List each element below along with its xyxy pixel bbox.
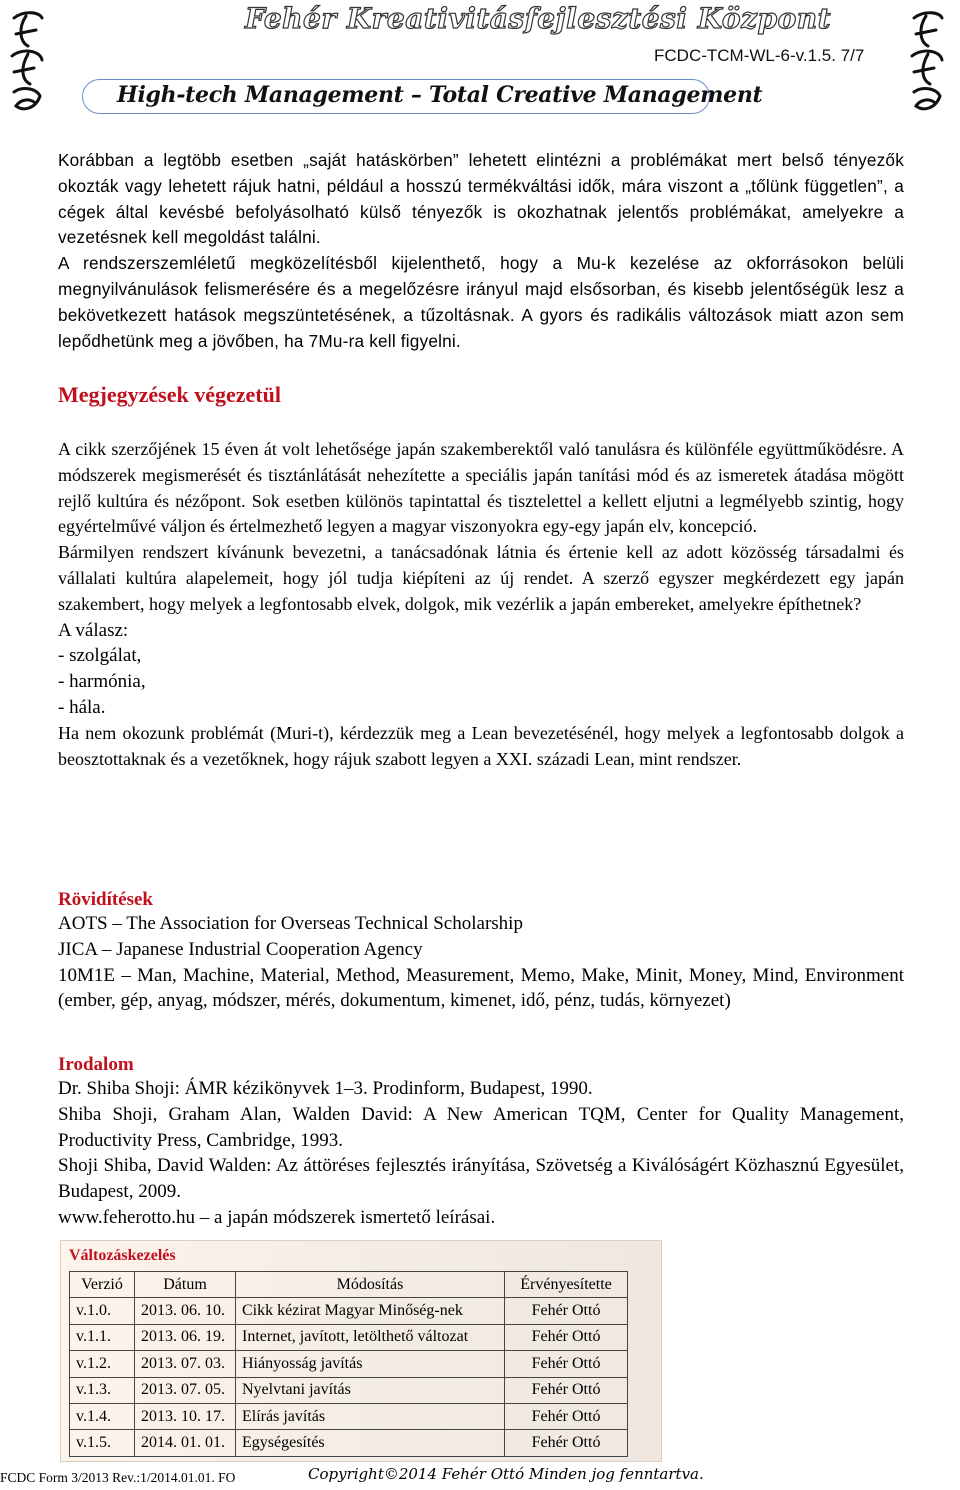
column-header: Verzió (70, 1272, 135, 1298)
table-cell: 2013. 06. 10. (135, 1298, 236, 1324)
table-cell: Hiányosság javítás (236, 1351, 505, 1377)
table-cell: Nyelvtani javítás (236, 1377, 505, 1403)
literature-section (58, 1054, 904, 1231)
notes-body (58, 437, 904, 772)
intro-paragraph-2: A rendszerszemléletű megközelítésből kijelenthető, hogy a Mu-k kezelése az okforrásokon belüli megnyilvánulások felismerésére és a megelőzésre irányul majd elsősorban, és kisebb jelentőségük lesz a bekövetkezett hatások megszüntetésének, a tűzoltásnak. A gyors és radikális változások miatt azon sem lepődhetünk meg a jövőben, ha 7Mu-ra kell figyelni. (58, 253, 904, 351)
table-row (70, 1430, 628, 1456)
table-cell: 2013. 07. 03. (135, 1351, 236, 1377)
table-cell: 2013. 07. 05. (135, 1377, 236, 1403)
table-cell: Fehér Ottó (505, 1430, 628, 1456)
table-cell: 2013. 10. 17. (135, 1403, 236, 1429)
banner-text: High-tech Management – Total Creative Management (117, 82, 763, 108)
answer-item: - hála. (58, 696, 106, 718)
table-row (70, 1324, 628, 1350)
notes-section (58, 382, 904, 408)
table-cell: Fehér Ottó (505, 1324, 628, 1350)
fcdc-monogram-icon (906, 8, 948, 120)
literature-heading: Irodalom (58, 1054, 134, 1075)
table-cell: Fehér Ottó (505, 1298, 628, 1324)
abbreviations-heading: Rövidítések (58, 889, 153, 910)
notes-paragraph-3: Ha nem okozunk problémát (Muri-t), kérdezzük meg a Lean bevezetésénél, hogy melyek a legfontosabb dolgok a beosztottaknak és a vezetőknek, hogy rájuk szabott legyen a XXI. századi Lean, mint rendszer. (58, 722, 904, 769)
footer-form-id: FCDC Form 3/2013 Rev.:1/2014.01.01. FO (0, 1470, 236, 1485)
notes-heading: Megjegyzések végezetül (58, 382, 281, 407)
table-cell: Fehér Ottó (505, 1351, 628, 1377)
table-cell: v.1.4. (70, 1403, 135, 1429)
intro-section (58, 148, 904, 354)
table-cell: Internet, javított, letölthető változat (236, 1324, 505, 1350)
table-cell: v.1.3. (70, 1377, 135, 1403)
table-row (70, 1351, 628, 1377)
column-header: Dátum (135, 1272, 236, 1298)
notes-paragraph-1: A cikk szerzőjének 15 éven át volt lehetősége japán szakemberektől való tanulásra és különféle együttműködésre. A módszerek megismerését és tisztánlátását nehezítette a speciális japán tanítási mód és az ismeretek átadása mögött rejlő kultúra és nézőpont. Sok esetben különös tapintattal és tisztelettel a kellett eljutni a legmélyebb szintig, hogy egyértelművé váljon és értelmezhető legyen a magyar viszonyokra egy-egy japán elv, koncepció. (58, 439, 904, 537)
table-cell: Cikk kézirat Magyar Minőség-nek (236, 1298, 505, 1324)
abbreviation-item: AOTS – The Association for Overseas Technical Scholarship (58, 913, 523, 934)
abbreviation-item: 10M1E – Man, Machine, Material, Method, Measurement, Memo, Make, Minit, Money, Mind, Environment (ember, gép, anyag, módszer, mérés, dokumentum, kimenet, idő, pénz, tudás, környezet) (58, 964, 904, 1012)
abbreviation-item: JICA – Japanese Industrial Cooperation Agency (58, 938, 423, 960)
literature-item: Dr. Shiba Shoji: ÁMR kézikönyvek 1–3. Prodinform, Budapest, 1990. (58, 1078, 593, 1099)
table-cell: Egységesítés (236, 1430, 505, 1456)
answer-item: - szolgálat, (58, 645, 142, 667)
table-cell: Fehér Ottó (505, 1403, 628, 1429)
logo-right (906, 8, 948, 118)
footer-copyright: Copyright©2014 Fehér Ottó Minden jog fenntartva. (308, 1465, 704, 1483)
table-cell: Fehér Ottó (505, 1377, 628, 1403)
notes-paragraph-2: Bármilyen rendszert kívánunk bevezetni, a tanácsadónak látnia és értenie kell az adott közösség társadalmi és vállalati kultúra alapelemeit, hogy jól tudja kiépíteni az új rendet. A szerző egyszer megkérdezett egy japán szakembert, hogy melyek a legfontosabb elvek, dolgok, mik vezérlik a japán embereket, amelyekre építhetnek? (58, 542, 904, 614)
table-header-row (70, 1272, 628, 1298)
changelog-box (60, 1240, 662, 1462)
fcdc-monogram-icon (6, 8, 48, 120)
table-cell: v.1.5. (70, 1430, 135, 1456)
literature-item: Shoji Shiba, David Walden: Az áttöréses fejlesztés irányítása, Szövetség a Kiválóságért Közhasznú Egyesület, Budapest, 2009. (58, 1155, 904, 1203)
column-header: Érvényesítette (505, 1272, 628, 1298)
table-cell: 2013. 06. 19. (135, 1324, 236, 1350)
table-cell: v.1.1. (70, 1324, 135, 1350)
document-code: FCDC-TCM-WL-6-v.1.5. 7/7 (654, 46, 865, 65)
table-cell: v.1.0. (70, 1298, 135, 1324)
literature-item: www.feherotto.hu – a japán módszerek ismertető leírásai. (58, 1206, 496, 1228)
changelog-title: Változáskezelés (69, 1247, 176, 1264)
logo-left (6, 8, 48, 118)
table-cell: 2014. 01. 01. (135, 1430, 236, 1456)
answer-item: - harmónia, (58, 671, 146, 693)
abbreviations-section (58, 889, 904, 1014)
table-cell: Elírás javítás (236, 1403, 505, 1429)
table-row (70, 1377, 628, 1403)
answer-intro: A válasz: (58, 619, 129, 641)
intro-paragraph-1: Korábban a legtöbb esetben „saját hatáskörben” lehetett elintézni a problémákat mert belső tényezők okozták vagy lehetett rájuk hatni, például a hosszú termékváltási idők, mára viszont a „tőlünk független”, a cégek által kevésbé befolyásolható külső tényezők is okozhatnak jelentős problémákat, amelyekre a vezetésnek kell megoldást találni. (58, 150, 904, 248)
table-row (70, 1298, 628, 1324)
column-header: Módosítás (236, 1272, 505, 1298)
brand-title: Fehér Kreativitásfejlesztési Központ (245, 2, 832, 35)
literature-item: Shiba Shoji, Graham Alan, Walden David: A New American TQM, Center for Quality Management, Productivity Press, Cambridge, 1993. (58, 1103, 904, 1151)
changelog-table (69, 1271, 628, 1457)
table-cell: v.1.2. (70, 1351, 135, 1377)
table-row (70, 1403, 628, 1429)
